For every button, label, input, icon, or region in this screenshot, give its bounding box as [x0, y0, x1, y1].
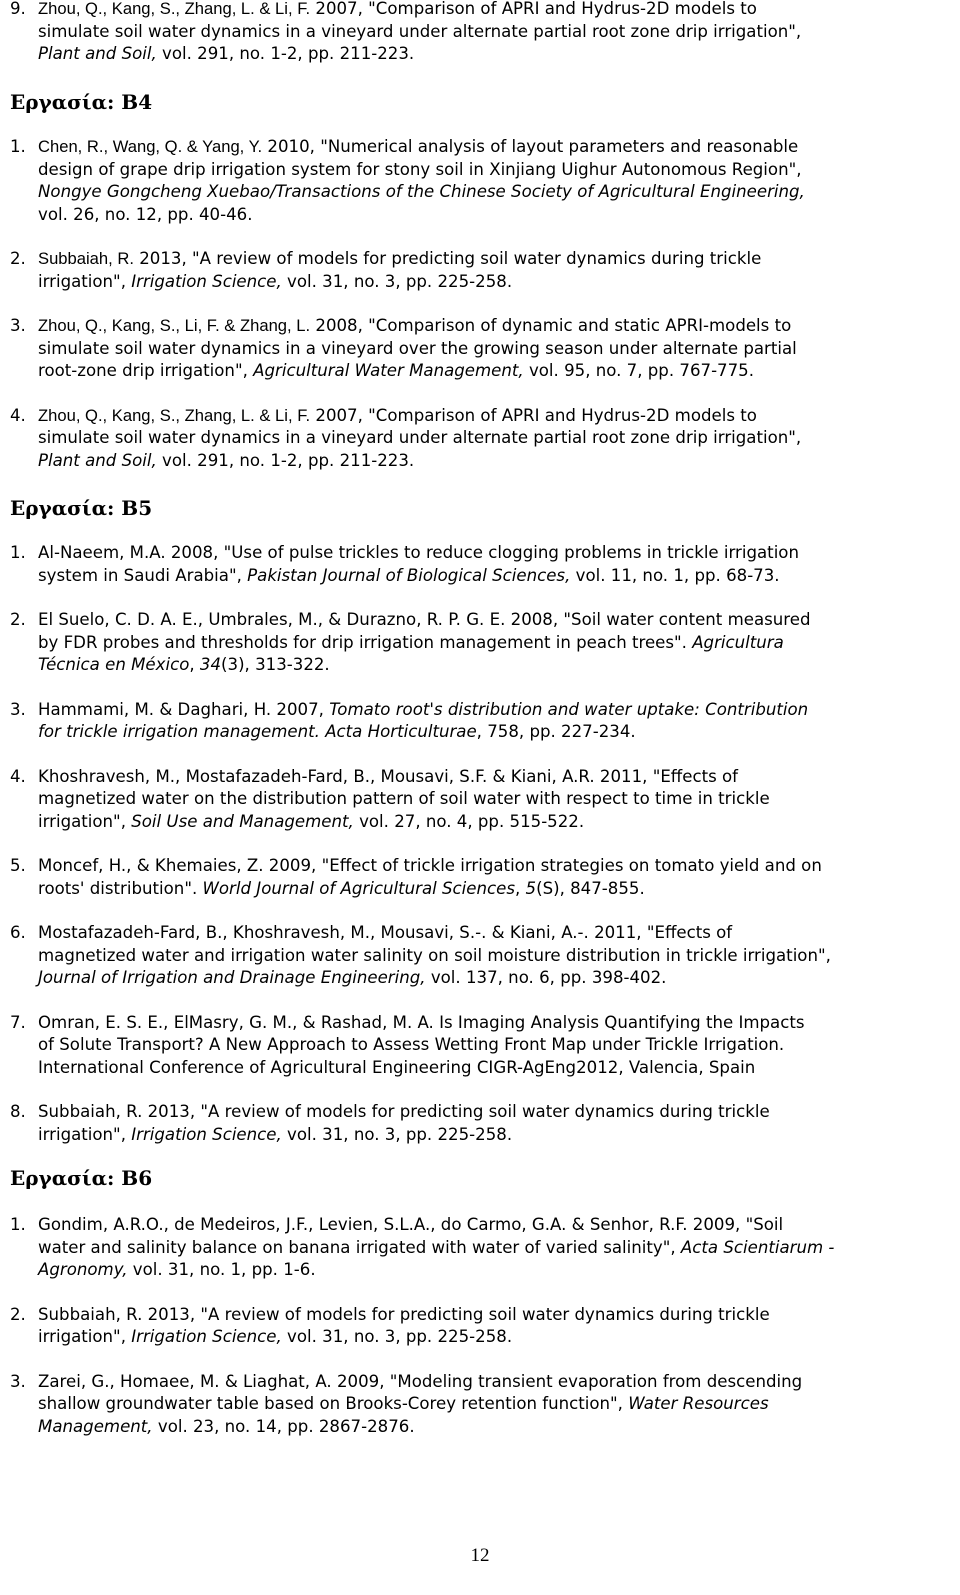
reference-number: 5.: [10, 856, 26, 875]
volume-number: 34: [199, 655, 222, 674]
reference-item: 3. Zhou, Q., Kang, S., Li, F. & Zhang, L. 2008, "Comparison of dynamic and static APRI-models to simulate soil water dynamics in a vineyard over the growing season under alternate partial root-zone drip irrigation", Agricultural Water Management, vol. 95, no. 7, pp. 767-775.: [10, 316, 797, 380]
reference-number: 3.: [10, 1371, 26, 1391]
reference-item: 4. Khoshravesh, M., Mostafazadeh-Fard, B., Mousavi, S.F. & Kiani, A.R. 2011, "Effects of magnetized water on the distribution pattern of soil water with respect to time in trickle irrigation", Soil Use and Management, vol. 27, no. 4, pp. 515-522.: [10, 766, 770, 831]
section-heading-b5: Εργασία: Β5: [10, 496, 153, 520]
reference-item: 1. Chen, R., Wang, Q. & Yang, Y. 2010, "Numerical analysis of layout parameters and reasonable design of grape drip irrigation system for stony soil in Xinjiang Uighur Autonomous Region", Nongye Gongcheng Xuebao/Transactions of the Chinese Society of Agricultural Engineering, vol. 26, no. 12, pp. 40-46.: [10, 137, 805, 224]
reference-item: 6. Mostafazadeh-Fard, B., Khoshravesh, M., Mousavi, S.-. & Kiani, A.-. 2011, "Effects of magnetized water and irrigation water salinity on soil moisture distribution in trickle irrigation", Journal of Irrigation and Drainage Engineering, vol. 137, no. 6, pp. 398-402.: [10, 923, 831, 987]
reference-item: 2. Subbaiah, R. 2013, "A review of models for predicting soil water dynamics during trickle irrigation", Irrigation Science, vol. 31, no. 3, pp. 225-258.: [10, 249, 762, 291]
reference-number: 7.: [10, 1012, 26, 1032]
reference-list-b6: [0, 1214, 960, 1460]
reference-number: 6.: [10, 923, 26, 942]
journal-name: Técnica en México: [38, 655, 190, 674]
journal-name: World Journal of Agricultural Sciences: [202, 878, 515, 898]
reference-item: 3. Zarei, G., Homaee, M. & Liaghat, A. 2009, "Modeling transient evaporation from descending shallow groundwater table based on Brooks-Corey retention function", Water Resources Management, vol. 23, no. 14, pp. 2867-2876.: [10, 1371, 803, 1436]
reference-number: 3.: [10, 316, 26, 335]
journal-name: Plant and Soil,: [38, 44, 157, 63]
journal-name: Irrigation Science,: [131, 1327, 282, 1346]
reference-list-b5: [0, 542, 960, 1168]
reference-list-top: [0, 0, 960, 88]
journal-name: Management,: [38, 1416, 153, 1436]
reference-number: 2.: [10, 610, 26, 629]
reference-authors: Zhou, Q., Kang, S., Li, F. & Zhang, L.: [38, 316, 311, 335]
reference-item: 9. Zhou, Q., Kang, S., Zhang, L. & Li, F. 2007, "Comparison of APRI and Hydrus-2D models to simulate soil water dynamics in a vineyard under alternate partial root zone drip irrigation", Plant and Soil, vol. 291, no. 1-2, pp. 211-223.: [10, 0, 802, 63]
reference-item: 7. Omran, E. S. E., ElMasry, G. M., & Rashad, M. A. Is Imaging Analysis Quantifying the Impacts of Solute Transport? A New Approach to Assess Wetting Front Map under Trickle Irrigation. International Conference of Agricultural Engineering CIGR-AgEng2012, Valencia, Spain: [10, 1012, 805, 1077]
journal-name: Soil Use and Management,: [131, 811, 354, 831]
reference-number: 2.: [10, 249, 26, 268]
reference-item: 8. Subbaiah, R. 2013, "A review of models for predicting soil water dynamics during trickle irrigation", Irrigation Science, vol. 31, no. 3, pp. 225-258.: [10, 1102, 770, 1144]
reference-number: 4.: [10, 405, 26, 425]
reference-number: 9.: [10, 0, 26, 18]
reference-item: 3. Hammami, M. & Daghari, H. 2007, Tomato root's distribution and water uptake: Contribution for trickle irrigation management. Acta Horticulturae, 758, pp. 227-234.: [10, 699, 809, 741]
reference-number: 3.: [10, 699, 26, 719]
section-heading-b4: Εργασία: Β4: [10, 90, 153, 114]
reference-number: 8.: [10, 1102, 26, 1121]
journal-name: Agricultura: [692, 632, 784, 652]
volume-number: 5: [525, 878, 537, 898]
journal-name: Agronomy,: [38, 1260, 128, 1279]
reference-title: for trickle irrigation management.: [38, 722, 320, 741]
reference-authors: Chen, R., Wang, Q. & Yang, Y.: [38, 137, 263, 156]
reference-item: 2. Subbaiah, R. 2013, "A review of models for predicting soil water dynamics during trickle irrigation", Irrigation Science, vol. 31, no. 3, pp. 225-258.: [10, 1304, 770, 1346]
reference-authors: Zhou, Q., Kang, S., Zhang, L. & Li, F.: [38, 405, 311, 425]
reference-item: 1. Gondim, A.R.O., de Medeiros, J.F., Levien, S.L.A., do Carmo, G.A. & Senhor, R.F. 2009, "Soil water and salinity balance on banana irrigated with water of varied salinity", Acta Scientiarum - Agronomy, vol. 31, no. 1, pp. 1-6.: [10, 1215, 835, 1279]
reference-number: 1.: [10, 543, 26, 562]
reference-number: 4.: [10, 766, 26, 786]
reference-number: 1.: [10, 1215, 26, 1234]
reference-item: 4. Zhou, Q., Kang, S., Zhang, L. & Li, F. 2007, "Comparison of APRI and Hydrus-2D models to simulate soil water dynamics in a vineyard under alternate partial root zone drip irrigation", Plant and Soil, vol. 291, no. 1-2, pp. 211-223.: [10, 405, 802, 470]
section-heading-b6: Εργασία: Β6: [10, 1166, 153, 1190]
reference-item: 1. Al-Naeem, M.A. 2008, "Use of pulse trickles to reduce clogging problems in trickle irrigation system in Saudi Arabia", Pakistan Journal of Biological Sciences, vol. 11, no. 1, pp. 68-73.: [10, 543, 799, 585]
page-number: 12: [470, 1545, 490, 1566]
reference-authors: Subbaiah, R.: [38, 249, 134, 268]
journal-name: Agricultural Water Management,: [253, 361, 524, 380]
journal-name: Nongye Gongcheng Xuebao/Transactions of the Chinese Society of Agricultural Engineering,: [38, 182, 805, 201]
journal-name: Water Resources: [628, 1394, 769, 1413]
journal-name: Irrigation Science,: [131, 271, 282, 291]
journal-name: Plant and Soil,: [38, 450, 157, 470]
journal-name: Journal of Irrigation and Drainage Engineering,: [38, 968, 426, 987]
reference-authors: Zhou, Q., Kang, S., Zhang, L. & Li, F.: [38, 0, 311, 18]
reference-title: Tomato root's distribution and water uptake: Contribution: [329, 699, 809, 719]
reference-item: 2. El Suelo, C. D. A. E., Umbrales, M., & Durazno, R. P. G. E. 2008, "Soil water content measured by FDR probes and thresholds for drip irrigation management in peach trees". Agricultura Técnica en México, 34(3), 313-322.: [10, 610, 811, 674]
reference-item: 5. Moncef, H., & Khemaies, Z. 2009, "Effect of trickle irrigation strategies on tomato yield and on roots' distribution". World Journal of Agricultural Sciences, 5(S), 847-855.: [10, 856, 822, 898]
reference-number: 2.: [10, 1304, 26, 1324]
journal-name: Pakistan Journal of Biological Sciences,: [247, 565, 571, 585]
reference-list-b4: [0, 136, 960, 494]
reference-number: 1.: [10, 137, 26, 156]
journal-name: Acta Scientiarum -: [680, 1237, 835, 1257]
journal-name: Irrigation Science,: [131, 1124, 282, 1144]
journal-name: Acta Horticulturae: [325, 722, 477, 741]
